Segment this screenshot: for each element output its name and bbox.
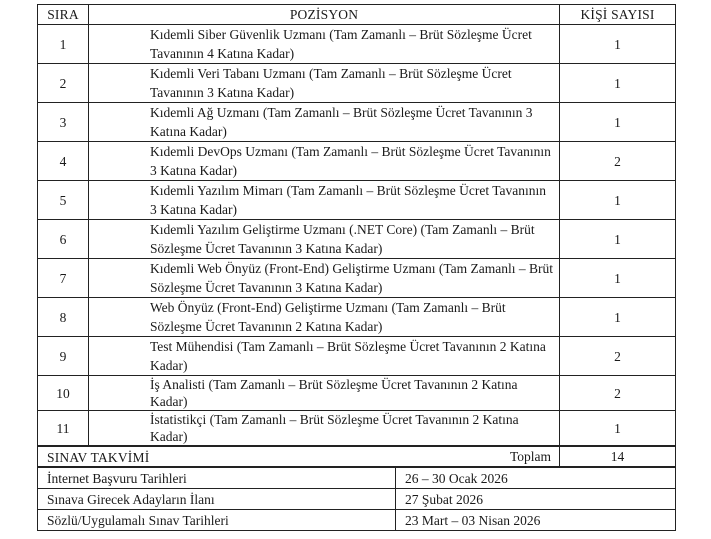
position-title: Kıdemli Ağ Uzmanı (Tam Zamanlı – Brüt Sözleşme Ücret Tavanının 3 Katına Kadar) — [89, 103, 560, 142]
schedule-label: Sözlü/Uygulamalı Sınav Tarihleri — [38, 510, 396, 531]
table-row — [38, 142, 676, 181]
position-count: 1 — [560, 64, 676, 103]
row-number: 6 — [38, 220, 89, 259]
schedule-title: SINAV TAKVİMİ — [38, 447, 676, 468]
schedule-row — [38, 510, 676, 531]
table-row — [38, 103, 676, 142]
row-number: 11 — [38, 411, 89, 446]
table-row — [38, 25, 676, 64]
row-number: 2 — [38, 64, 89, 103]
positions-table — [37, 4, 676, 467]
position-count: 1 — [560, 181, 676, 220]
positions-header-row — [38, 5, 676, 25]
header-kisi-sayisi: KİŞİ SAYISI — [560, 5, 676, 25]
schedule-row — [38, 489, 676, 510]
row-number: 10 — [38, 376, 89, 411]
position-count: 2 — [560, 142, 676, 181]
row-number: 1 — [38, 25, 89, 64]
table-row — [38, 220, 676, 259]
row-number: 7 — [38, 259, 89, 298]
table-row — [38, 411, 676, 446]
position-title: Kıdemli Veri Tabanı Uzmanı (Tam Zamanlı – Brüt Sözleşme Ücret Tavanının 3 Katına Kadar) — [89, 64, 560, 103]
row-number: 3 — [38, 103, 89, 142]
position-title: İstatistikçi (Tam Zamanlı – Brüt Sözleşme Ücret Tavanının 2 Katına Kadar) — [89, 411, 560, 446]
position-count: 1 — [560, 220, 676, 259]
schedule-row — [38, 468, 676, 489]
schedule-label: Sınava Girecek Adayların İlanı — [38, 489, 396, 510]
table-row — [38, 298, 676, 337]
position-count: 1 — [560, 259, 676, 298]
position-count: 2 — [560, 337, 676, 376]
table-row — [38, 376, 676, 411]
position-title: İş Analisti (Tam Zamanlı – Brüt Sözleşme Ücret Tavanının 2 Katına Kadar) — [89, 376, 560, 411]
position-count: 1 — [560, 103, 676, 142]
position-title: Kıdemli Yazılım Geliştirme Uzmanı (.NET Core) (Tam Zamanlı – Brüt Sözleşme Ücret Tavanının 3 Katına Kadar) — [89, 220, 560, 259]
position-count: 1 — [560, 298, 676, 337]
position-title: Kıdemli Web Önyüz (Front-End) Geliştirme Uzmanı (Tam Zamanlı – Brüt Sözleşme Ücret Tavanının 3 Katına Kadar) — [89, 259, 560, 298]
schedule-date: 23 Mart – 03 Nisan 2026 — [396, 510, 676, 531]
schedule-title-row — [38, 447, 676, 468]
exam-schedule-table — [37, 446, 676, 531]
position-count: 2 — [560, 376, 676, 411]
position-title: Kıdemli Yazılım Mimarı (Tam Zamanlı – Brüt Sözleşme Ücret Tavanının 3 Katına Kadar) — [89, 181, 560, 220]
total-label: Toplam — [38, 446, 560, 467]
header-pozisyon: POZİSYON — [89, 5, 560, 25]
position-count: 1 — [560, 411, 676, 446]
table-row — [38, 337, 676, 376]
table-row — [38, 181, 676, 220]
position-title: Web Önyüz (Front-End) Geliştirme Uzmanı (Tam Zamanlı – Brüt Sözleşme Ücret Tavanının 2 Katına Kadar) — [89, 298, 560, 337]
schedule-date: 27 Şubat 2026 — [396, 489, 676, 510]
row-number: 9 — [38, 337, 89, 376]
header-sira: SIRA — [38, 5, 89, 25]
position-title: Test Mühendisi (Tam Zamanlı – Brüt Sözleşme Ücret Tavanının 2 Katına Kadar) — [89, 337, 560, 376]
schedule-label: İnternet Başvuru Tarihleri — [38, 468, 396, 489]
row-number: 8 — [38, 298, 89, 337]
position-title: Kıdemli Siber Güvenlik Uzmanı (Tam Zamanlı – Brüt Sözleşme Ücret Tavanının 4 Katına Kadar) — [89, 25, 560, 64]
position-title: Kıdemli DevOps Uzmanı (Tam Zamanlı – Brüt Sözleşme Ücret Tavanının 3 Katına Kadar) — [89, 142, 560, 181]
row-number: 5 — [38, 181, 89, 220]
table-row — [38, 64, 676, 103]
row-number: 4 — [38, 142, 89, 181]
total-value: 14 — [560, 446, 676, 467]
position-count: 1 — [560, 25, 676, 64]
schedule-date: 26 – 30 Ocak 2026 — [396, 468, 676, 489]
table-row — [38, 259, 676, 298]
